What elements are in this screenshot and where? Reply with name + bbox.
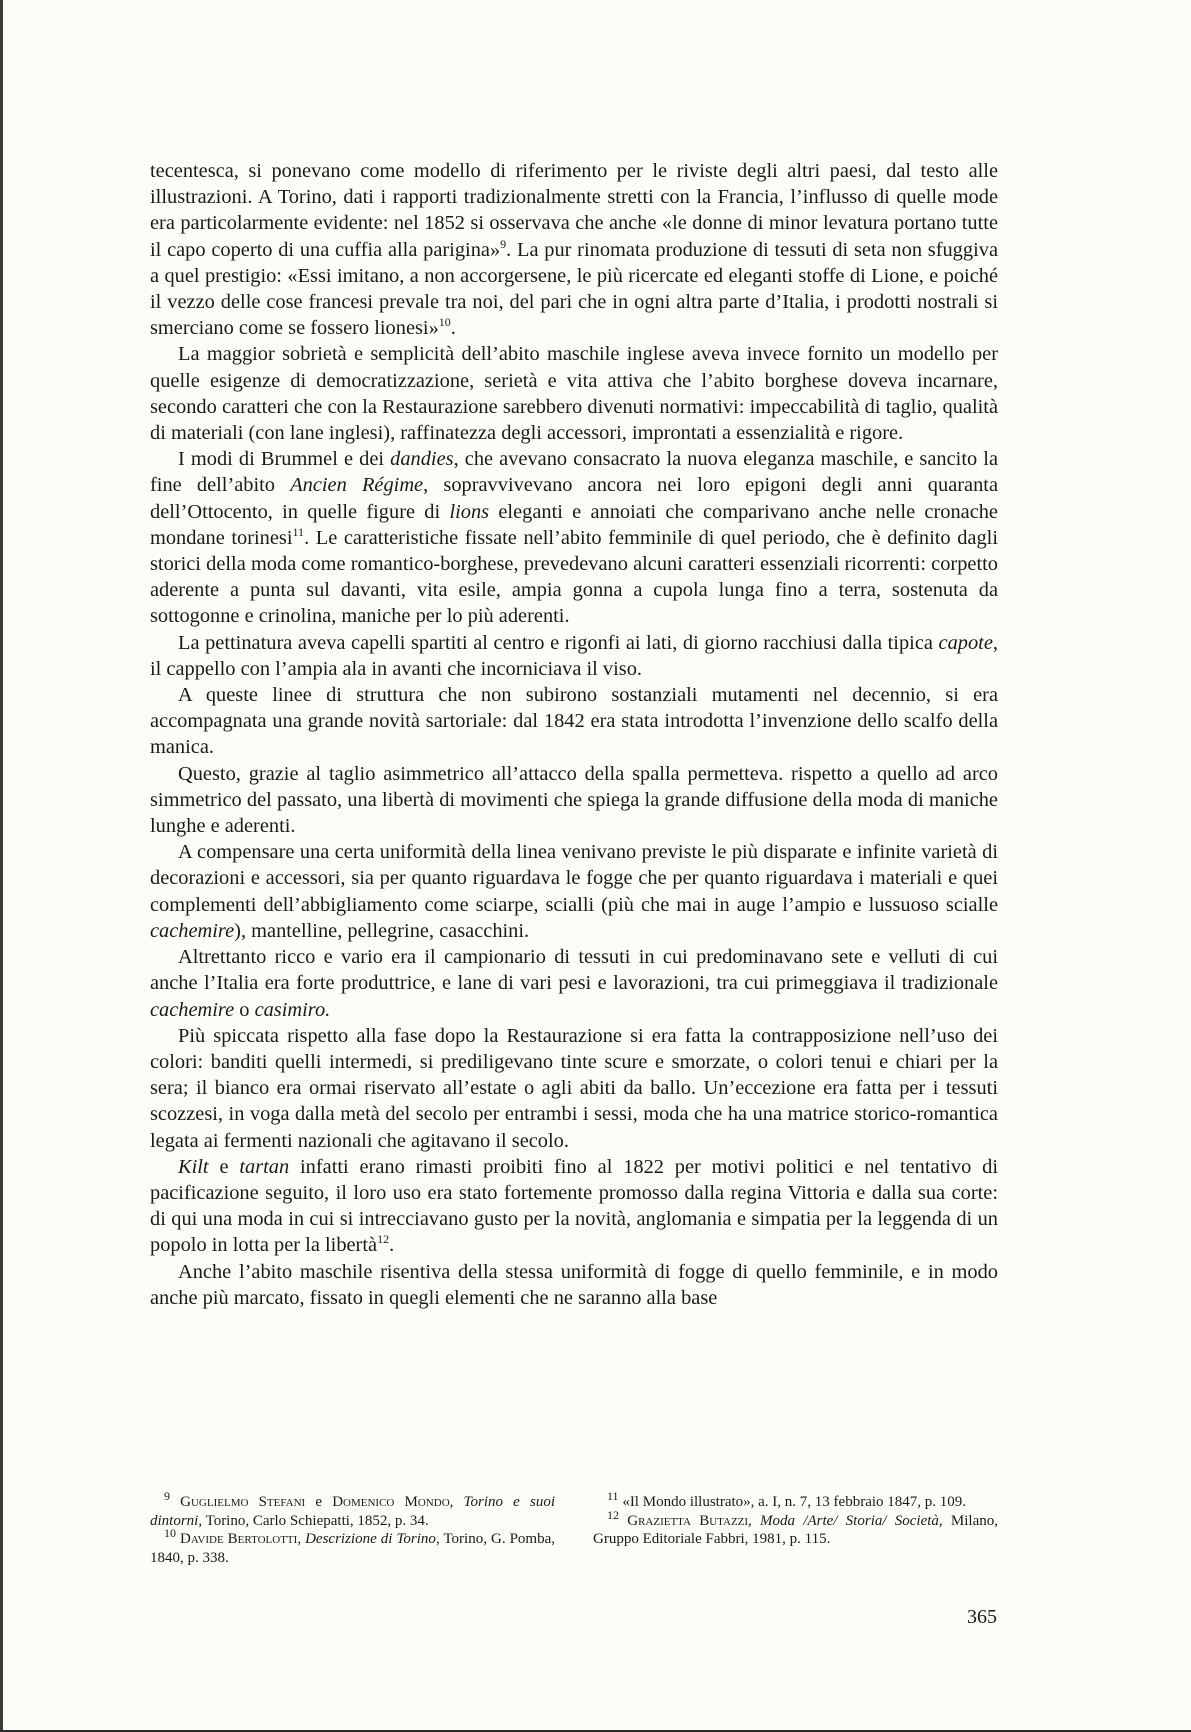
italic-run: tartan (239, 1155, 290, 1178)
text-run: , il cappello con l’ampia ala in avanti che incorniciava il viso. (150, 631, 998, 680)
footnotes (150, 1489, 998, 1567)
footnote (150, 1489, 555, 1530)
text-run: Altrettanto ricco e vario era il campionario di tessuti in cui predominavano sete e velluti di cui anche l’Italia era forte produttrice, e lane di vari pesi e lavorazioni, tra cui primeggiava il tradizionale (150, 946, 998, 995)
text-run: A queste linee di struttura che non subirono sostanziali mutamenti nel decennio, si era accompagnata una grande novità sartoriale: dal 1842 era stata introdotta l’invenzione dello scalfo della manica. (150, 684, 998, 759)
paragraph (150, 1259, 998, 1311)
text-run: , Milano, Gruppo Editoriale Fabbri, 1981, p. 115. (593, 1512, 998, 1548)
footnote-ref: 9 (500, 236, 507, 251)
text-run: Anche l’abito maschile risentiva della stessa uniformità di fogge di quello femminile, e in modo anche più marcato, fissato in quegli elementi che ne saranno alla base (150, 1260, 998, 1309)
text-run: I modi di Brummel e dei (178, 448, 391, 471)
footnote (150, 1526, 556, 1567)
body-text (150, 158, 998, 1311)
text-run: infatti erano rimasti proibiti fino al 1822 per motivi politici e nel tentativo di pacificazione seguito, il loro uso era stato fortemente promosso dalla regina Vittoria e dalla sua corte: di qui una moda in cui si intrecciavano gusto per la novità, anglomania e simpatia per la leggenda di un popolo in lotta per la libertà (150, 1155, 999, 1257)
scan-edge-left (0, 0, 3, 1732)
italic-run: Moda /Arte/ Storia/ Società (760, 1512, 939, 1529)
text-run: ), mantelline, pellegrine, casacchini. (234, 919, 530, 942)
paragraph (150, 158, 998, 341)
italic-run: lions (449, 500, 490, 523)
text-run: Questo, grazie al taglio asimmetrico all’attacco della spalla permetteva. rispetto a quello ad arco simmetrico del passato, una libertà di movimenti che spiega la grande diffusione della moda di maniche lunghe e aderenti. (150, 762, 998, 838)
italic-run: dandies (390, 448, 454, 471)
text-run: , Torino, Carlo Schiepatti, 1852, p. 34. (198, 1512, 429, 1529)
text-run (619, 1513, 627, 1529)
text-run: , (748, 1512, 761, 1529)
paragraph (150, 682, 998, 761)
footnote-ref: 12 (377, 1232, 390, 1247)
footnote (593, 1489, 998, 1512)
italic-run: Torino e suoi dintorni (150, 1494, 555, 1529)
text-run: o (234, 998, 255, 1021)
footnote-ref: 10 (438, 315, 451, 330)
text-run: La maggior sobrietà e semplicità dell’abito maschile inglese aveva invece fornito un modello per quelle esigenze di democratizzazione, serietà e vita attiva che l’abito borghese doveva incarnare, secondo caratteri che con la Restaurazione sarebbero divenuti normativi: impeccabilità di taglio, qualità di materiali (con lane inglesi), raffinatezza degli accessori, improntati a essenzialità e rigore. (150, 343, 998, 445)
paragraph (150, 761, 998, 840)
footnote-ref: 9 (164, 1489, 170, 1503)
italic-run: Kilt (178, 1155, 209, 1178)
author-name: Guglielmo Stefani (180, 1494, 306, 1510)
author-name: Grazietta Butazzi (627, 1512, 749, 1529)
italic-run: cachemire (150, 998, 235, 1021)
text-run: tecentesca, si ponevano come modello di riferimento per le riviste degli altri paesi, dal testo alle illustrazioni. A Torino, dati i rapporti tradizionalmente stretti con la Francia, l’influsso di quelle mode era particolarmente evidente: nel 1852 si osservava che anche «le donne di minor levatura portano tutte il capo coperto di una cuffia alla parigina» (150, 160, 998, 261)
paragraph (150, 446, 998, 629)
footnote-ref: 11 (292, 525, 305, 540)
text-run: , (297, 1531, 306, 1548)
footnotes-right-column (593, 1489, 998, 1567)
text-run (170, 1494, 180, 1510)
italic-run: Descrizione di Torino (305, 1531, 436, 1548)
italic-run: Ancien Régime (290, 474, 424, 497)
text-run: . La pur rinomata produzione di tessuti di seta non sfuggiva a quel prestigio: «Essi imitano, a non accorgersene, le più ricercate ed eleganti stoffe di Lione, e poiché il vezzo delle cose francesi prevale tra noi, del pari che in ogni altra parte d’Italia, i prodotti nostrali si smerciano come se fossero lionesi» (150, 238, 998, 340)
footnotes-left-column (150, 1489, 556, 1567)
text-run: . (450, 317, 456, 340)
paragraph (150, 630, 998, 682)
footnote-ref: 12 (607, 1507, 619, 1522)
footnote-ref: 11 (607, 1489, 619, 1503)
text-run: A compensare una certa uniformità della linea venivano previste le più disparate e infinite varietà di decorazioni e accessori, sia per quanto riguardava le fogge che per quanto riguardava i materiali e quei complementi dell’abbigliamento come sciarpe, scialli (più che mai in auge l’ampio e lussuoso scialle (150, 841, 998, 916)
author-name: Davide Bertolotti (180, 1531, 298, 1548)
text-run: e (208, 1155, 240, 1178)
italic-run: casimiro. (254, 998, 331, 1021)
paragraph (150, 341, 998, 446)
paragraph (150, 1023, 998, 1154)
text-run: . (389, 1234, 395, 1257)
footnote-ref: 10 (164, 1526, 176, 1541)
text-run: La pettinatura aveva capelli spartiti al centro e rigonfi ai lati, di giorno racchiusi dalla tipica (178, 631, 939, 654)
footnote (593, 1507, 998, 1549)
text-run: e (305, 1494, 333, 1510)
text-run: , (449, 1494, 464, 1510)
paragraph (150, 944, 998, 1023)
text-run: , che avevano consacrato la nuova eleganza maschile, e sancito la fine dell’abito (150, 448, 998, 497)
author-name: Domenico Mondo (332, 1494, 450, 1510)
paragraph (150, 1154, 998, 1259)
text-run: eleganti e annoiati che comparivano anche nelle cronache mondane torinesi (150, 500, 998, 549)
page-number: 365 (967, 1606, 997, 1628)
text-run: Più spiccata rispetto alla fase dopo la Restaurazione si era fatta la contrapposizione nell’uso dei colori: banditi quelli intermedi, si prediligevano tinte scure e smorzate, o colori tenui e chiari per la sera; il bianco era ormai riservato all’estate o agli abiti da ballo. Un’eccezione era fatta per i tessuti scozzesi, in voga dalla metà del secolo per entrambi i sessi, moda che ha una matrice storico-romantica legata ai fermenti nazionali che agitavano il secolo. (150, 1024, 998, 1152)
italic-run: cachemire (150, 919, 235, 942)
text-run: . Le caratteristiche fissate nell’abito femminile di quel periodo, che è definito dagli storici della moda come romantico-borghese, prevedevano alcuni caratteri essenziali ricorrenti: corpetto aderente a punta sul davanti, vita esile, ampia gonna a cupola lunga fino a terra, sostenuta da sottogonne e crinolina, maniche per lo più aderenti. (150, 526, 998, 628)
italic-run: capote (938, 631, 993, 654)
text-run: , sopravvivevano ancora nei loro epigoni degli anni quaranta dell’Ottocento, in quelle figure di (150, 474, 998, 523)
text-run: «Il Mondo illustrato», a. I, n. 7, 13 febbraio 1847, p. 109. (618, 1494, 967, 1510)
text-run: , Torino, G. Pomba, 1840, p. 338. (150, 1531, 556, 1566)
paragraph (150, 839, 998, 944)
